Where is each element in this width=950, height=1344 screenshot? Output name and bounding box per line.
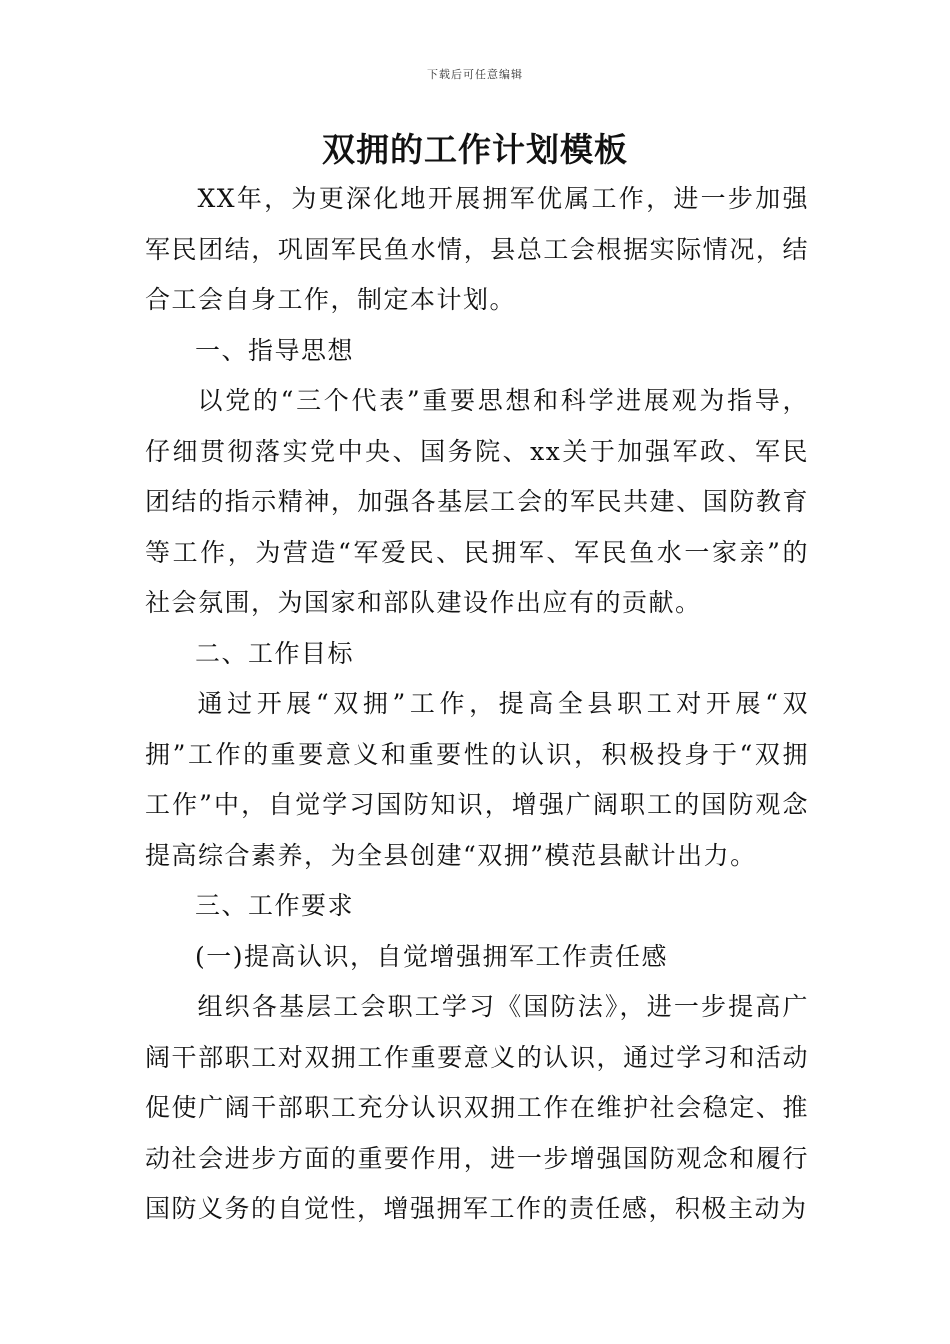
section-heading-work-goals: 二、工作目标	[195, 638, 355, 668]
section-heading-guiding-ideology: 一、指导思想	[195, 335, 355, 365]
document-title: 双拥的工作计划模板	[322, 130, 628, 169]
work-goals-paragraph: 通过开展“双拥”工作，提高全县职工对开展“双拥”工作的重要意义和重要性的认识，积极投身于“双拥工作”中，自觉学习国防知识，增强广阔职工的国防观念提高综合素养，为全县创建“双拥”模范县献计出力。	[145, 689, 809, 870]
section-heading-work-requirements: 三、工作要求	[195, 891, 355, 920]
intro-paragraph: XX年，为更深化地开展拥军优属工作，进一步加强军民团结，巩固军民鱼水情，县总工会根据实际情况，结合工会自身工作，制定本计划。	[145, 184, 809, 314]
header-note: 下载后可任意编辑	[427, 68, 523, 81]
document-body	[145, 174, 809, 1235]
raise-awareness-paragraph: 组织各基层工会职工学习《国防法》，进一步提高广阔干部职工对双拥工作重要意义的认识，通过学习和活动促使广阔干部职工充分认识双拥工作在维护社会稳定、推动社会进步方面的重要作用，进一步增强国防观念和履行国防义务的自觉性，增强拥军工作的责任感，积极主动为	[145, 992, 809, 1223]
subsection-heading-raise-awareness: (一)提高认识，自觉增强拥军工作责任感	[195, 941, 669, 971]
guiding-ideology-paragraph: 以党的“三个代表”重要思想和科学进展观为指导，仔细贯彻落实党中央、国务院、xx关于加强军政、军民团结的指示精神，加强各基层工会的军民共建、国防教育等工作，为营造“军爱民、民拥军、军民鱼水一家亲”的社会氛围，为国家和部队建设作出应有的贡献。	[145, 386, 809, 617]
